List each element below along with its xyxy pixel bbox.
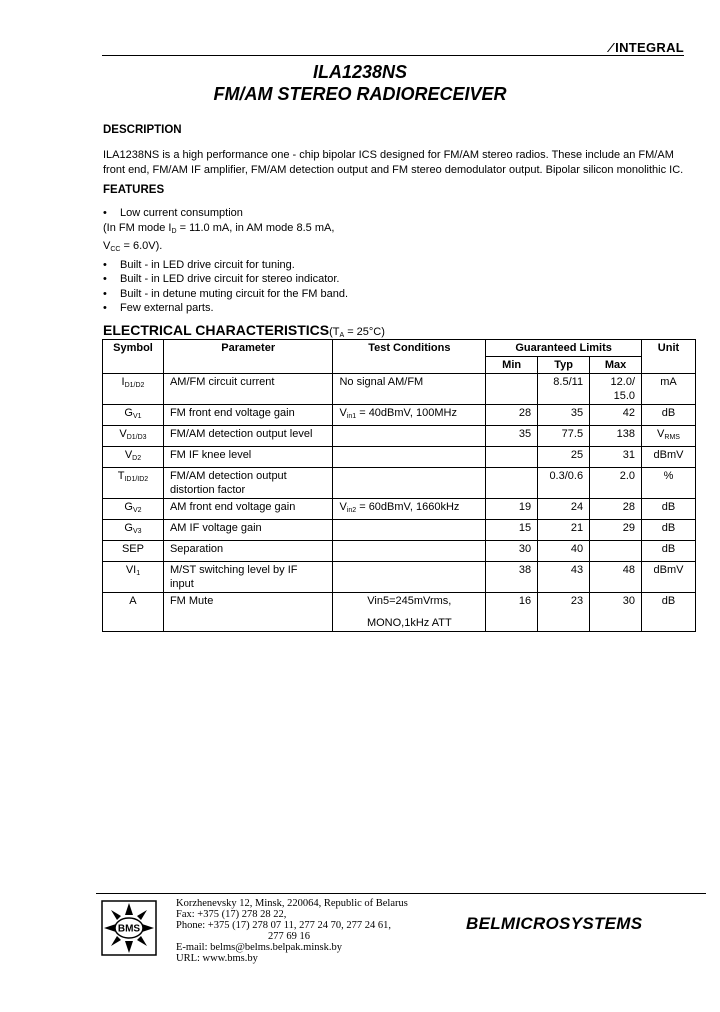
cell-typ: 25 [538, 447, 590, 468]
table-row [103, 541, 696, 562]
col-test-conditions: Test Conditions [333, 340, 486, 374]
cell-typ: 0.3/0.6 [538, 468, 590, 499]
list-item: • Built - in detune muting circuit for the FM band. [103, 287, 348, 302]
cell-max: 48 [590, 562, 642, 593]
cell-unit: $V_{RMS}$ [642, 426, 696, 447]
cell-min [486, 374, 538, 405]
cell-symbol: SEP [103, 541, 164, 562]
electrical-table [102, 339, 696, 632]
footer-rule [96, 893, 706, 894]
cell-test: $V_{in2}$ = 60dBmV, 1660kHz [333, 499, 486, 520]
table-row [103, 562, 696, 593]
col-unit: Unit [642, 340, 696, 374]
list-item: • Few external parts. [103, 301, 348, 316]
cell-max: 2.0 [590, 468, 642, 499]
cell-typ: 77.5 [538, 426, 590, 447]
cell-min [486, 447, 538, 468]
brand-text: INTEGRAL [615, 40, 684, 55]
table-row [103, 593, 696, 632]
cell-parameter: FM front end voltage gain [163, 405, 333, 426]
col-guaranteed-limits: Guaranteed Limits [486, 340, 642, 357]
doc-title: FM/AM STEREO RADIORECEIVER [213, 84, 507, 104]
cell-parameter: FM Mute [163, 593, 333, 632]
description-heading: DESCRIPTION [103, 124, 182, 136]
cell-max: 12.0/ 15.0 [590, 374, 642, 405]
phone-line: Phone: +375 (17) 278 07 11, 277 24 70, 277 24 61, [176, 920, 391, 931]
table-row [103, 405, 696, 426]
table-row [103, 374, 696, 405]
col-parameter: Parameter [163, 340, 333, 374]
col-symbol: Symbol [103, 340, 164, 374]
cell-symbol: $T_{ID1/ID2}$ [103, 468, 164, 499]
table-row [103, 468, 696, 499]
url-line: URL: www.bms.by [176, 953, 258, 964]
header-brand [610, 40, 684, 55]
cell-min [486, 468, 538, 499]
logo-text: BMS [117, 923, 141, 935]
phone-line-2: 277 69 16 [268, 931, 310, 942]
features-heading: FEATURES [103, 184, 165, 196]
cell-unit: dB [642, 520, 696, 541]
cell-symbol: $V_{D2}$ [103, 447, 164, 468]
table-row [103, 447, 696, 468]
cell-symbol: $VI_1$ [103, 562, 164, 593]
cell-test [333, 541, 486, 562]
col-typ: Typ [538, 357, 590, 374]
cell-typ: 43 [538, 562, 590, 593]
logo-slash-icon: ⁄ [609, 40, 613, 55]
cell-min: 19 [486, 499, 538, 520]
cell-unit: dB [642, 593, 696, 632]
cell-symbol: $G_{V3}$ [103, 520, 164, 541]
cell-typ: 21 [538, 520, 590, 541]
table-row [103, 499, 696, 520]
cell-parameter: FM/AM detection output distortion factor [163, 468, 333, 499]
table-header-row [103, 340, 696, 357]
cell-test: $V_{in1}$ = 40dBmV, 100MHz [333, 405, 486, 426]
cell-min: 15 [486, 520, 538, 541]
cell-min: 30 [486, 541, 538, 562]
cell-parameter: AM IF voltage gain [163, 520, 333, 541]
cell-max: 42 [590, 405, 642, 426]
cell-test [333, 447, 486, 468]
cell-max: 31 [590, 447, 642, 468]
cell-test: Vin5=245mVrms, MONO,1kHz ATT [333, 593, 486, 632]
fax-line: Fax: +375 (17) 278 28 22, [176, 909, 287, 920]
cell-max: 28 [590, 499, 642, 520]
list-item: • Built - in LED drive circuit for stereo indicator. [103, 272, 348, 287]
cell-test [333, 562, 486, 593]
part-number: ILA1238NS [312, 62, 408, 82]
cell-test [333, 426, 486, 447]
list-item: • Built - in LED drive circuit for tuning. [103, 258, 348, 273]
cell-unit: dB [642, 541, 696, 562]
list-item: $V_{CC} = 6.0V$). [103, 240, 163, 253]
cell-max [590, 541, 642, 562]
cell-parameter: AM front end voltage gain [163, 499, 333, 520]
cell-unit: dBmV [642, 562, 696, 593]
cell-max: 29 [590, 520, 642, 541]
list-item: (In FM mode $I_D = 11.0$ mA, in AM mode 8.5 mA, [103, 221, 335, 235]
footer-brand: BELMICROSYSTEMS [466, 914, 643, 933]
cell-typ: 40 [538, 541, 590, 562]
footer-address [176, 898, 408, 964]
email-line: E-mail: belms@belms.belpak.minsk.by [176, 942, 342, 953]
cell-parameter: AM/FM circuit current [163, 374, 333, 405]
table-row [103, 520, 696, 541]
col-max: Max [590, 357, 642, 374]
cell-min: 38 [486, 562, 538, 593]
cell-typ: 35 [538, 405, 590, 426]
cell-typ: 23 [538, 593, 590, 632]
cell-parameter: Separation [163, 541, 333, 562]
cell-unit: dBmV [642, 447, 696, 468]
cell-test [333, 468, 486, 499]
cell-min: 28 [486, 405, 538, 426]
description-text [103, 148, 693, 178]
col-min: Min [486, 357, 538, 374]
electrical-heading: ELECTRICAL $CHARACTERISTICS(T_A = 25^\circ C)$ [103, 322, 385, 339]
cell-symbol: $V_{D1/D3}$ [103, 426, 164, 447]
features-list [103, 206, 348, 316]
table-row [103, 426, 696, 447]
cell-symbol: $G_{V2}$ [103, 499, 164, 520]
cell-unit: dB [642, 499, 696, 520]
cell-symbol: $I_{D1/D2}$ [103, 374, 164, 405]
cell-max: 138 [590, 426, 642, 447]
cell-typ: 24 [538, 499, 590, 520]
list-item: • Low current consumption [103, 206, 348, 221]
bms-logo-icon [100, 899, 158, 957]
cell-parameter: FM/AM detection output level [163, 426, 333, 447]
cell-symbol: A [103, 593, 164, 632]
cell-max: 30 [590, 593, 642, 632]
cell-symbol: $G_{V1}$ [103, 405, 164, 426]
cell-unit: % [642, 468, 696, 499]
cell-min: 16 [486, 593, 538, 632]
cell-parameter: M/ST switching level by IF input [163, 562, 333, 593]
cell-parameter: FM IF knee level [163, 447, 333, 468]
cell-test [333, 520, 486, 541]
cell-min: 35 [486, 426, 538, 447]
description-line: ILA1238NS is a high performance one - chip bipolar ICS designed for FM/AM stereo radios. These include an FM/AM [103, 149, 674, 161]
address-line: Korzhenevsky 12, Minsk, 220064, Republic of Belarus [176, 898, 408, 909]
description-line: front end, FM/AM IF amplifier, FM/AM detection output and FM stereo demodulator output. Bipolar silicon monolithic IC. [103, 164, 684, 176]
cell-typ: 8.5/11 [538, 374, 590, 405]
cell-unit: dB [642, 405, 696, 426]
cell-test: No signal AM/FM [333, 374, 486, 405]
cell-unit: mA [642, 374, 696, 405]
header-rule [102, 55, 684, 56]
